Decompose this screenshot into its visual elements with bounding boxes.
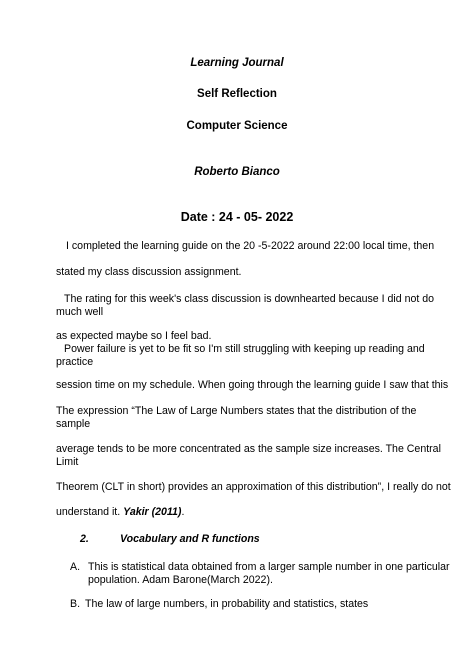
- citation: Yakir (2011): [123, 506, 182, 518]
- paragraph-line: practice: [56, 356, 94, 368]
- section-number: 2.: [80, 533, 89, 545]
- paragraph-line: stated my class discussion assignment.: [56, 266, 242, 278]
- paragraph-line: sample: [56, 418, 91, 430]
- paragraph-text: understand it.: [56, 506, 124, 518]
- paragraph-line: as expected maybe so I feel bad.: [56, 330, 212, 342]
- author-name: Roberto Bianco: [194, 166, 280, 178]
- paragraph-line: Limit: [56, 456, 79, 468]
- section-heading: Vocabulary and R functions: [120, 533, 260, 545]
- course-name: Computer Science: [186, 120, 288, 132]
- paragraph-line: much well: [56, 306, 104, 318]
- paragraph-line: The expression “The Law of Large Numbers states that the distribution of the: [56, 405, 417, 417]
- subtitle: Self Reflection: [197, 88, 277, 100]
- list-item-text: population. Adam Barone(March 2022).: [88, 574, 273, 586]
- journal-date: Date : 24 - 05- 2022: [180, 210, 294, 224]
- paragraph-line-citation: [56, 506, 184, 519]
- list-item-text: This is statistical data obtained from a larger sample number in one particular: [88, 561, 450, 573]
- paragraph-line: average tends to be more concentrated as the sample size increases. The Central: [56, 443, 441, 455]
- list-item-marker: B.: [70, 598, 81, 610]
- paragraph-line: Theorem (CLT in short) provides an approximation of this distribution”, I really do not: [56, 481, 451, 493]
- period: .: [181, 506, 185, 518]
- list-item-text: The law of large numbers, in probability and statistics, states: [85, 598, 369, 610]
- paragraph-line: Power failure is yet to be fit so I'm still struggling with keeping up reading and: [64, 343, 425, 355]
- journal-title: Learning Journal: [190, 57, 284, 69]
- paragraph-line: I completed the learning guide on the 20 -5-2022 around 22:00 local time, then: [66, 240, 435, 252]
- list-item-marker: A.: [70, 561, 81, 573]
- paragraph-line: The rating for this week's class discussion is downhearted because I did not do: [64, 293, 435, 305]
- paragraph-line: session time on my schedule. When going through the learning guide I saw that this: [56, 379, 449, 391]
